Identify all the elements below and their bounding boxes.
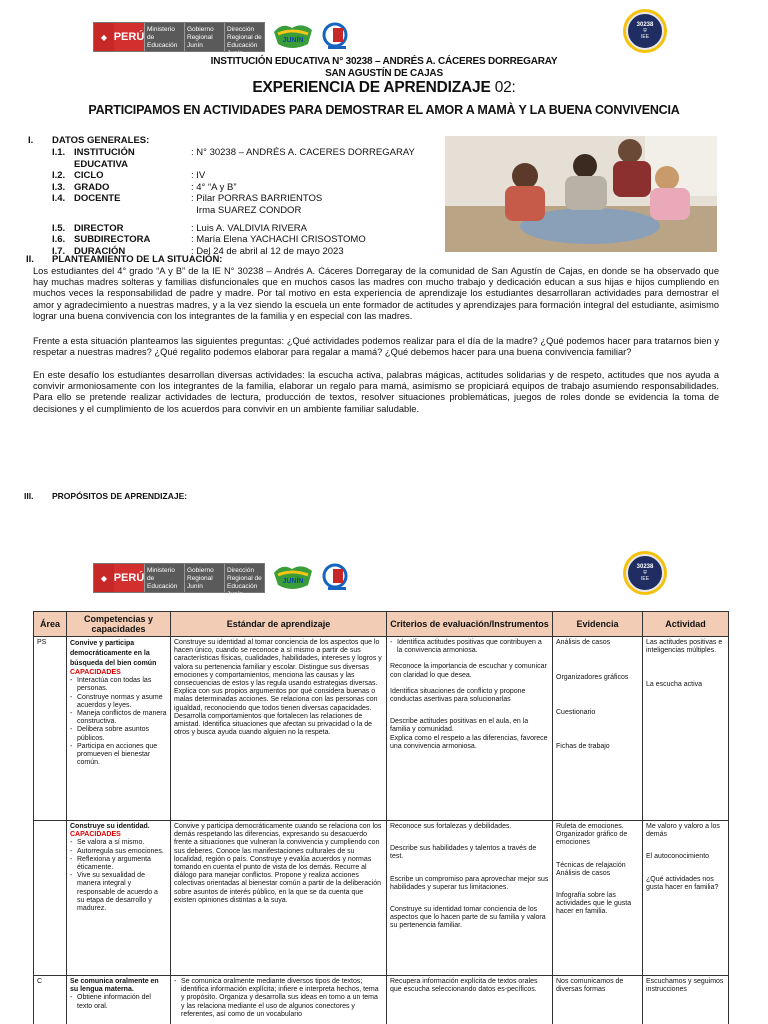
capacidad-item: - Autorregula sus emociones. bbox=[70, 848, 167, 856]
evidencia-item: Fichas de trabajo bbox=[556, 742, 610, 750]
evidencia-item: Ruleta de emociones. bbox=[556, 823, 624, 830]
general-data-label: DURACIÓN bbox=[74, 245, 126, 257]
junin-logo-text: JUNÍN bbox=[282, 37, 304, 44]
seal-name: IEE bbox=[640, 576, 650, 582]
minedu-logo-2 bbox=[93, 563, 265, 598]
estandar-text: - Se comunica oralmente mediante diversos tipos de textos; identifica información explícita; infiere e interpreta hechos, tema y propósito. Organiza y desarrolla sus ideas en torno a un tema y las relaciona mediante el uso de algunos conectores y referentes, así como de un vocabulario bbox=[174, 978, 383, 1019]
actividad-item: Me valoro y valoro a los demás bbox=[646, 823, 720, 839]
competencia-title: Construye su identidad. bbox=[70, 823, 150, 830]
seal-number: 30238 bbox=[636, 22, 654, 28]
general-data-number: I.4. bbox=[52, 193, 66, 205]
evidencia-item: Análisis de casos bbox=[556, 639, 611, 646]
institution-name: INSTITUCIÓN EDUCATIVA N° 30238 – ANDRÉS A. CÁCERES DORREGARAY bbox=[210, 56, 558, 67]
estandar-cell: Construye su identidad al tomar conciencia de los aspectos que lo hacen único, cuando se reconoce a sí mismo a partir de sus características físicas, cualidades, habilidades, intereses y logros y valora su pertenencia familiar y escolar. Distingue sus diversas emociones y comportamientos, menciona las causas y las consecuencias de estos y las regula usando estrategias diversas. Explica con sus propios argumentos por qué considera buenas o malas determinadas acciones. Se relaciona con las personas con igualdad, reconociendo que todos tienen diversas capacidades. Desarrolla comportamientos que fortalecen las relaciones de amistad. Identifica situaciones que afectan su privacidad o la de otros y busca ayuda cuando alguien no la respeta. bbox=[171, 637, 387, 821]
table-row bbox=[34, 637, 729, 821]
family-photo-image bbox=[445, 136, 717, 252]
general-data-value: : Luis A. VALDIVIA RIVERA bbox=[191, 222, 307, 234]
section1-num: I. bbox=[28, 135, 34, 146]
evidencia-item: Cuestionario bbox=[556, 709, 596, 717]
general-data-number: I.7. bbox=[52, 245, 66, 257]
header-estandar: Estándar de aprendizaje bbox=[171, 612, 387, 637]
general-data-list bbox=[52, 147, 432, 257]
peru-shield-icon: ◆ bbox=[94, 564, 114, 592]
criterios-cell bbox=[387, 637, 553, 821]
estandar-cell: Convive y participa democráticamente cuando se relaciona con los demás respetando las diferencias, expresando su desacuerdo frente a situaciones que vulneran la convivencia y cumpliendo con sus deberes. Conoce las manifestaciones culturales de su localidad, región o país. Construye y evalúa acuerdos y normas tomando en cuenta el punto de vista de los demás. Recurre al diálogo para manejar conflictos. Propone y realiza acciones colectivas orientadas al bienestar común a partir de la deliberación sobre asuntos de interés público, en la que se da cuenta que existen opiniones distintas a la suya. bbox=[171, 821, 387, 976]
capacidad-item: - Construye normas y asume acuerdos y leyes. bbox=[70, 694, 167, 710]
competencia-cell bbox=[67, 821, 171, 976]
seal-shield-icon: ⛨ bbox=[643, 28, 647, 34]
page-title bbox=[0, 79, 768, 97]
minedu-logo bbox=[93, 22, 265, 57]
general-data-row bbox=[52, 234, 432, 246]
evidencia-item: Análisis de casos bbox=[556, 869, 611, 877]
evidencia-item: Técnicas de relajación bbox=[556, 861, 626, 869]
general-data-label: DOCENTE bbox=[74, 193, 121, 205]
header-criterios: Criterios de evaluación/Instrumentos bbox=[387, 612, 553, 637]
competencia-title: Convive y participa democráticamente en la búsqueda del bien común bbox=[70, 640, 157, 667]
actividad-item: Escuchamos y seguimos instrucciones bbox=[646, 978, 724, 994]
table-row bbox=[34, 821, 729, 976]
general-data-number: I.2. bbox=[52, 170, 66, 182]
general-data-number bbox=[52, 205, 74, 217]
gobierno-label: Gobierno Regional Junín bbox=[184, 23, 224, 51]
actividad-item: ¿Qué actividades nos gusta hacer en familia? bbox=[646, 875, 719, 891]
general-data-number: I.5. bbox=[52, 222, 66, 234]
general-data-label: CICLO bbox=[74, 170, 104, 182]
criterio-item: Describe actitudes positivas en el aula, en la familia y comunidad. bbox=[390, 718, 529, 734]
school-seal-bottom bbox=[623, 551, 667, 595]
competencia-cell bbox=[67, 637, 171, 821]
general-data-number: I.6. bbox=[52, 234, 66, 246]
ministerio-label: Ministerio de Educación bbox=[144, 564, 184, 592]
general-data-number: I.3. bbox=[52, 181, 66, 193]
actividad-item: Las actitudes positivas e inteligencias múltiples. bbox=[646, 639, 723, 655]
junin-logo-text: JUNÍN bbox=[282, 578, 304, 585]
general-data-value: : Del 24 de abril al 12 de mayo 2023 bbox=[191, 245, 344, 257]
criterio-item: Reconoce la importancia de escuchar y comunicar con claridad lo que desea. bbox=[390, 663, 547, 679]
page-subtitle: PARTICIPAMOS EN ACTIVIDADES PARA DEMOSTRAR EL AMOR A MAMÀ Y LA BUENA CONVIVENCIA bbox=[88, 103, 680, 117]
actividad-cell bbox=[643, 637, 729, 821]
capacidades-list bbox=[70, 994, 167, 1010]
capacidad-item: - Participa en acciones que promueven el bienestar común. bbox=[70, 743, 167, 768]
general-data-value: : N° 30238 – ANDRÉS A. CACERES DORREGARAY bbox=[191, 147, 415, 158]
general-data-row bbox=[52, 147, 432, 170]
general-data-row bbox=[52, 182, 432, 194]
actividad-item: La escucha activa bbox=[646, 681, 703, 689]
ch-logo-2 bbox=[320, 563, 354, 593]
general-data-label bbox=[74, 205, 191, 217]
seal-name: IEE bbox=[640, 34, 650, 40]
competencia-title: Se comunica oralmente en su lengua materna. bbox=[70, 978, 159, 994]
general-data-label: DIRECTOR bbox=[74, 222, 124, 234]
seal-shield-icon: ⛨ bbox=[643, 570, 647, 576]
peru-label: PERÚ bbox=[114, 23, 144, 51]
criterio-item: Describe sus habilidades y talentos a través de test. bbox=[390, 845, 537, 861]
area-cell: C bbox=[34, 976, 67, 1024]
area-cell: PS bbox=[34, 637, 67, 821]
table-row bbox=[34, 976, 729, 1024]
general-data-value: : María Elena YACHACHI CRISOSTOMO bbox=[191, 234, 366, 246]
learning-purposes-table bbox=[33, 611, 729, 1024]
criterio-item: - Identifica actitudes positivas que contribuyen a la convivencia armoniosa. bbox=[390, 639, 549, 655]
page-title-text: EXPERIENCIA DE APRENDIZAJE bbox=[252, 79, 491, 96]
capacidad-item: - Maneja conflictos de manera constructiva. bbox=[70, 710, 167, 726]
section2-num: II. bbox=[26, 254, 34, 265]
actividad-cell bbox=[643, 976, 729, 1024]
general-data-row bbox=[52, 193, 432, 205]
criterio-item: Reconoce sus fortalezas y debilidades. bbox=[390, 823, 512, 830]
capacidad-item: - Vive su sexualidad de manera integral y responsable de acuerdo a su etapa de desarrollo y madurez. bbox=[70, 872, 167, 913]
table-header-row bbox=[34, 612, 729, 637]
general-data-value: : 4° “A y B” bbox=[191, 181, 237, 193]
ch-logo bbox=[320, 22, 354, 52]
page-title-number: 02: bbox=[490, 79, 516, 96]
header-evidencia: Evidencia bbox=[553, 612, 643, 637]
section2-title: PLANTEAMIENTO DE LA SITUACIÓN: bbox=[52, 254, 223, 265]
section1-title: DATOS GENERALES: bbox=[52, 135, 150, 146]
criterio-item: Escribe un compromiso para aprovechar mejor sus habilidades y superar tus limitaciones. bbox=[390, 875, 549, 891]
peru-label: PERÚ bbox=[114, 564, 144, 592]
section3-num: III. bbox=[24, 491, 34, 501]
situation-paragraph-1: Los estudiantes del 4° grado “A y B” de la IE N° 30238 – Andrés A. Cáceres Dorregaray de la comunidad de San Agustín de Cajas, en donde se ha observado que hay muchas madres solteras y familias disfuncionales que en muchos casos las madres con mucho trabajo y dedicación educan a sus hijas e hijos cumpliendo en muchos veces la responsabilidad de padre y madre. Por tal motivo en esta experiencia de aprendizaje los estudiantes desarrollaran actividades para demostrar el amor y agradecimiento a nuestras madres, y a la vez siendo la escuela un ente formador de actitudes y aprendizajes para formación integral del estudiante, asimismo lograr una buena convivencia con los integrantes de la familia y en especial con las madres. bbox=[33, 266, 719, 321]
criterios-cell bbox=[387, 821, 553, 976]
evidencia-item: Organizador gráfico de emociones bbox=[556, 831, 628, 847]
general-data-number: I.1. bbox=[52, 147, 66, 158]
situation-paragraph-3: En este desafío los estudiantes desarrollan diversas actividades: la escucha activa, palabras mágicas, actitudes solidarias y de respeto, actitudes que nos ayuda a convivir armoniosamente con los integrantes de la familia, elaborar un regalo para mamá, asimismo se propiciará equipos de trabajo asumiendo responsabilidades. Para ello se pretende realizar actividades de lectura, producción de textos, resolver situaciones problemáticas, juegos de roles donde se evidencia la toma de decisiones y el cumplimiento de los acuerdos para convivir en un ambiente familiar saludable. bbox=[33, 370, 719, 414]
capacidad-item: - Interactúa con todas las personas. bbox=[70, 677, 167, 693]
area-cell bbox=[34, 821, 67, 976]
header-area: Área bbox=[34, 612, 67, 637]
capacidades-label: CAPACIDADES bbox=[70, 831, 121, 839]
direccion-label: Dirección Regional de Educación Junín bbox=[224, 23, 264, 51]
family-photo bbox=[445, 136, 717, 252]
situation-paragraph-2: Frente a esta situación planteamos las siguientes preguntas: ¿Qué actividades podemos realizar para el día de la madre? ¿Qué podemos hacer para tratarnos bien y respetar a nuestras madres? ¿Qué regalito podemos elaborar para regalar a mamá? ¿Qué debemos hacer para una buena convivencia familiar? bbox=[33, 336, 719, 358]
general-data-label: GRADO bbox=[74, 181, 110, 193]
general-data-row bbox=[52, 205, 432, 217]
criterio-item: Recupera información explícita de textos orales que escucha seleccionando datos es-pecíficos. bbox=[390, 978, 538, 994]
header-actividad: Actividad bbox=[643, 612, 729, 637]
gobierno-label: Gobierno Regional Junín bbox=[184, 564, 224, 592]
capacidad-item: - Se valora a sí mismo. bbox=[70, 839, 167, 847]
criterio-item: Construye su identidad tomar conciencia de los aspectos que lo hacen parte de su familia y valora su pertenencia familiar. bbox=[390, 906, 546, 930]
seal-number: 30238 bbox=[636, 564, 654, 570]
estandar-cell bbox=[171, 976, 387, 1024]
general-data-label: INSTITUCIÓN EDUCATIVA bbox=[74, 147, 135, 170]
evidencia-cell bbox=[553, 637, 643, 821]
junin-logo-2 bbox=[272, 563, 314, 593]
capacidades-list bbox=[70, 677, 167, 767]
evidencia-item: Infografía sobre las actividades que le gusta hacer en familia. bbox=[556, 892, 632, 916]
capacidades-label: CAPACIDADES bbox=[70, 669, 121, 676]
criterio-item: Explica como el respeto a las diferencias, favorece una convivencia armoniosa. bbox=[390, 734, 548, 750]
evidencia-item: Organizadores gráficos bbox=[556, 674, 629, 682]
capacidades-list bbox=[70, 839, 167, 913]
actividad-cell bbox=[643, 821, 729, 976]
direccion-label: Dirección Regional de Educación Junín bbox=[224, 564, 264, 592]
school-seal-top bbox=[623, 9, 667, 53]
general-data-value: Irma SUAREZ CONDOR bbox=[191, 204, 302, 216]
general-data-label: SUBDIRECTORA bbox=[74, 234, 151, 246]
competencia-cell bbox=[67, 976, 171, 1024]
evidencia-cell bbox=[553, 821, 643, 976]
general-data-value: : IV bbox=[191, 170, 206, 182]
actividad-item: El autoconocimiento bbox=[646, 853, 710, 861]
institution-location: SAN AGUSTÍN DE CAJAS bbox=[325, 68, 443, 79]
general-data-value: : Pilar PORRAS BARRIENTOS bbox=[191, 193, 323, 205]
section3-title: PROPÓSITOS DE APRENDIZAJE: bbox=[52, 491, 188, 501]
ministerio-label: Ministerio de Educación bbox=[144, 23, 184, 51]
capacidad-item: - Reflexiona y argumenta éticamente. bbox=[70, 856, 167, 872]
criterios-cell bbox=[387, 976, 553, 1024]
junin-logo bbox=[272, 22, 314, 52]
general-data-row bbox=[52, 223, 432, 235]
header-competencias: Competencias y capacidades bbox=[67, 612, 171, 637]
criterio-item: Identifica situaciones de conflicto y propone conductas asertivas para solucionarlas bbox=[390, 687, 526, 704]
general-data-row bbox=[52, 170, 432, 182]
capacidad-item: - Obtiene información del texto oral. bbox=[70, 994, 167, 1010]
capacidad-item: - Delibera sobre asuntos públicos. bbox=[70, 726, 167, 742]
evidencia-cell bbox=[553, 976, 643, 1024]
peru-shield-icon: ◆ bbox=[94, 23, 114, 51]
evidencia-item: Nos comunicamos de diversas formas bbox=[556, 978, 624, 994]
